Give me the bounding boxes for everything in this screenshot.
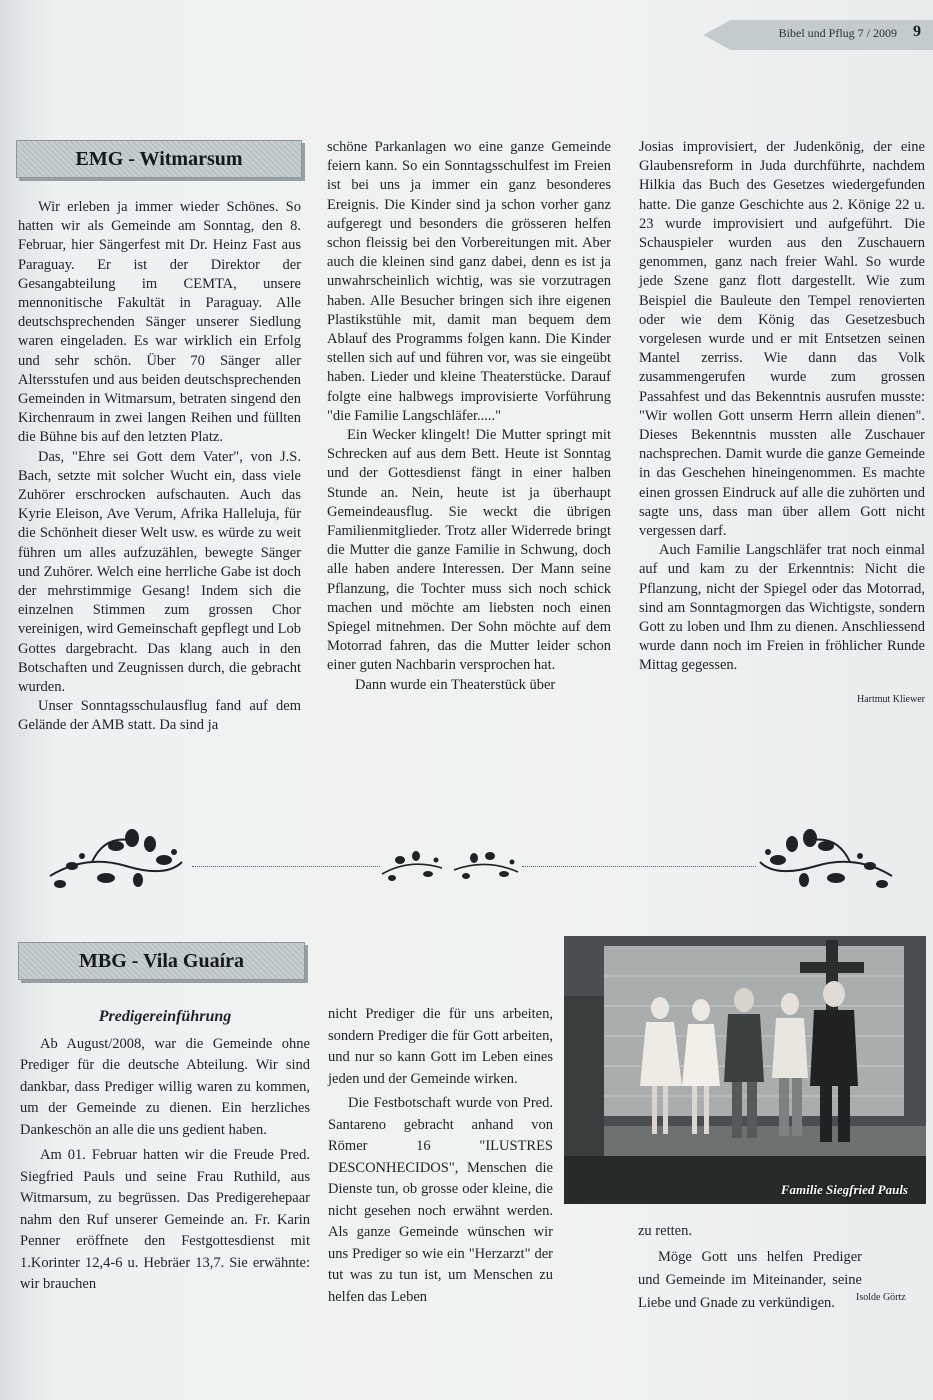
mbg-c2-paragraph-1: nicht Prediger die für uns arbeiten, sondern Prediger die für Gott arbeiten, und nur so kann Gott im Leben eines jeden und der Gemeinde wirken.: [328, 1006, 553, 1087]
running-head-title: Bibel und Pflug 7 / 2009: [778, 26, 897, 40]
mbg-author: Isolde Görtz: [856, 1292, 906, 1303]
mbg-c3-paragraph-2: Möge Gott uns helfen Prediger und Gemeinde im Miteinander, seine Liebe und Gnade zu verkündigen.: [638, 1249, 862, 1311]
floral-ornament-right: [756, 826, 896, 894]
emg-c1-paragraph-1: Wir erleben ja immer wieder Schönes. So hatten wir als Gemeinde am Sonntag, den 8. Februar, hier Sängerfest mit Dr. Heinz Fast aus Paraguay. Er ist der Direktor der Gesangabteilung im CEMTA, unsere mennonitische Fakultät in Paraguay. Alle deutschsprechenden Sänger unserer Siedlung waren eingeladen. Es war wirklich ein Erfolg und sehr schön. Über 70 Sänger aller Altersstufen und aus beiden deutschsprechenden Gemeinden in Witmarsum, betraten singend den Kirchenraum in zwei langen Reihen und füllten die Bühne bis auf den letzten Platz.: [18, 199, 301, 446]
mbg-section-title: MBG - Vila Guaíra: [18, 942, 305, 980]
emg-c1-paragraph-3: Unser Sonntagsschulausflug fand auf dem Gelände der AMB statt. Da sind ja: [18, 698, 301, 734]
emg-column-3: [639, 138, 925, 709]
emg-c3-paragraph-2: Auch Familie Langschläfer trat noch einmal auf und kam zu der Erkenntnis: Nicht die Pflanzung, nicht der Spiegel oder das Motorrad, sind am Sonntagmorgen das Wichtigste, sondern Gott zu loben und Ihm zu dienen. Anschliessend wurde dann noch im Freien in fröhlicher Runde Mittag gegessen.: [639, 542, 925, 674]
floral-ornament-center-left: [380, 848, 444, 884]
emg-c3-paragraph-1: Josias improvisiert, der Judenkönig, der eine Glaubensreform in Juda durchführte, nachdem Hilkia das Buch des Gesetzes wiedergefunden hatte. Die ganze Geschichte aus 2. Könige 22 u. 23 wurde improvisiert und aufgeführt. Die Schauspieler wurden aus den Zuschauern genommen, ganz nach freier Wahl. So wurde jede Szene ganz flott dargestellt. Wie zum Beispiel die Bauleute den Tempel renovierten oder wie dem König das Gesetzesbuch vorgelesen wurde und er mit Entsetzen seinen Mantel zerriss. Wie dann das Volk zusammengerufen wurde zum grossen Passahfest und das Bekenntnis ausrufen musste: "Wir wollen Gott unserm Herrn allein dienen". Dieses Bekenntnis mussten alle Zuschauer nachsprechen. Damit wurde die ganze Gemeinde in das Geschehen hineingenommen. Es machte einen grossen Eindruck auf alle die zuhörten und sagte uns, dass man über allem Gott nicht vergessen darf.: [639, 139, 925, 540]
emg-column-2: [327, 138, 611, 695]
floral-ornament-left: [46, 826, 186, 894]
mbg-subheading: Predigereinführung: [98, 1008, 232, 1025]
dotted-divider-left: [192, 866, 380, 867]
emg-c2-paragraph-1: schöne Parkanlagen wo eine ganze Gemeinde feiern kann. So ein Sonntagsschulfest im Freien ist bei uns ja immer ein ganz besonderes Ereignis. Die Kinder sind ja schon vorher ganz aufgeregt und besonders die grösseren helfen schon fleissig bei den Vorbereitungen mit. Aber auch die kleinen sind ganz dabei, denn es ist ja unwahrscheinlich wichtig, was sie vorzutragen haben. Alle Besucher bringen sich ihre eigenen Plastikstühle mit, damit man bequem dem Ablauf des Programms folgen kann. Die Kinder stellen sich auf und führen vor, was sie eingeübt haben. Lieder und kleine Theaterstücke. Darauf folgte eine halbwegs improvisierte Vorführung "die Familie Langschläfer.....": [327, 139, 611, 424]
emg-c1-paragraph-2: Das, "Ehre sei Gott dem Vater", von J.S. Bach, setzte mit solcher Wucht ein, dass viele Zuhörer erschrocken aufschauten. Auch das Kyrie Eleison, Ave Verum, Afrika Halleluja, für die Schönheit dieser Welt usw. es würde zu weit führen um alles aufzuzählen, bewegte Sänger und Zuhörer. Welch eine herrliche Gabe ist doch der mehrstimmige Gesang! Indem sich die einzelnen Stimmen zum grossen Chor vereinigen, wird Gemeinschaft gepflegt und Lob Gottes dargebracht. Das klang auch in den Botschaften und Zeugnissen durch, die gebracht wurden.: [18, 448, 301, 696]
emg-column-1: [18, 198, 301, 736]
mbg-c3-paragraph-1: zu retten.: [638, 1223, 692, 1239]
mbg-column-1: [20, 1006, 310, 1296]
mbg-c1-paragraph-2: Am 01. Februar hatten wir die Freude Pred. Siegfried Pauls und seine Frau Ruthild, aus Witmarsum, zu begrüssen. Das Predigerehepaar nahm den Ruf unserer Gemeinde an. Fr. Karin Penner eröffnete den Festgottesdienst mit 1.Korinter 12,4-6 u. Hebräer 13,7. Sie erwähnte: wir brauchen: [20, 1147, 310, 1292]
dotted-divider-right: [522, 866, 756, 867]
emg-c2-paragraph-2: Ein Wecker klingelt! Die Mutter springt mit Schrecken auf aus dem Bett. Heute ist Sonntag und der Gottesdienst fängt in einer halben Stunde an. Nein, heute ist ja überhaupt Gemeindeausflug. Sie weckt die übrigen Familienmitglieder. Trotz aller Widerrede bringt die Mutter die ganze Familie in Schwung, doch alle haben andere Interessen. Der Mann seine Pflanzung, die Tochter muss sich noch schick machen und möchte am liebsten noch einen Spiegel mitnehmen. Der Sohn möchte auf dem Motorrad fahren, das die Mutter leider schon einer guten Nachbarin versprochen hat.: [327, 427, 611, 674]
emg-c2-paragraph-3: Dann wurde ein Theaterstück über: [355, 676, 556, 693]
mbg-column-2: [328, 1004, 553, 1308]
page-number: 9: [913, 23, 921, 40]
floral-ornament-center-right: [452, 848, 520, 884]
photo-caption: Familie Siegfried Pauls: [780, 1182, 908, 1197]
photo-scene: [564, 936, 926, 1204]
emg-author: Hartmut Kliewer: [856, 693, 925, 705]
emg-section-title: EMG - Witmarsum: [16, 140, 302, 178]
mbg-c1-paragraph-1: Ab August/2008, war die Gemeinde ohne Prediger für die deutsche Abteilung. Wir sind dankbar, dass Prediger willig waren zu kommen, um der Gemeinde zu dienen. Ein herzliches Dankeschön an alle die uns gedient haben.: [20, 1035, 310, 1138]
mbg-c2-paragraph-2: Die Festbotschaft wurde von Pred. Santareno gebracht anhand von Römer 16 "ILUSTRES DESCONHECIDOS", Menschen die Dienste tun, ob grosse oder kleine, die nicht gesehen noch erwähnt werden. Als ganze Gemeinde wünschen wir uns Prediger so wie ein "Herzarzt" der tut was zu tun ist, um Menschen zu helfen das Leben: [328, 1095, 553, 1305]
family-photo: [564, 936, 926, 1204]
